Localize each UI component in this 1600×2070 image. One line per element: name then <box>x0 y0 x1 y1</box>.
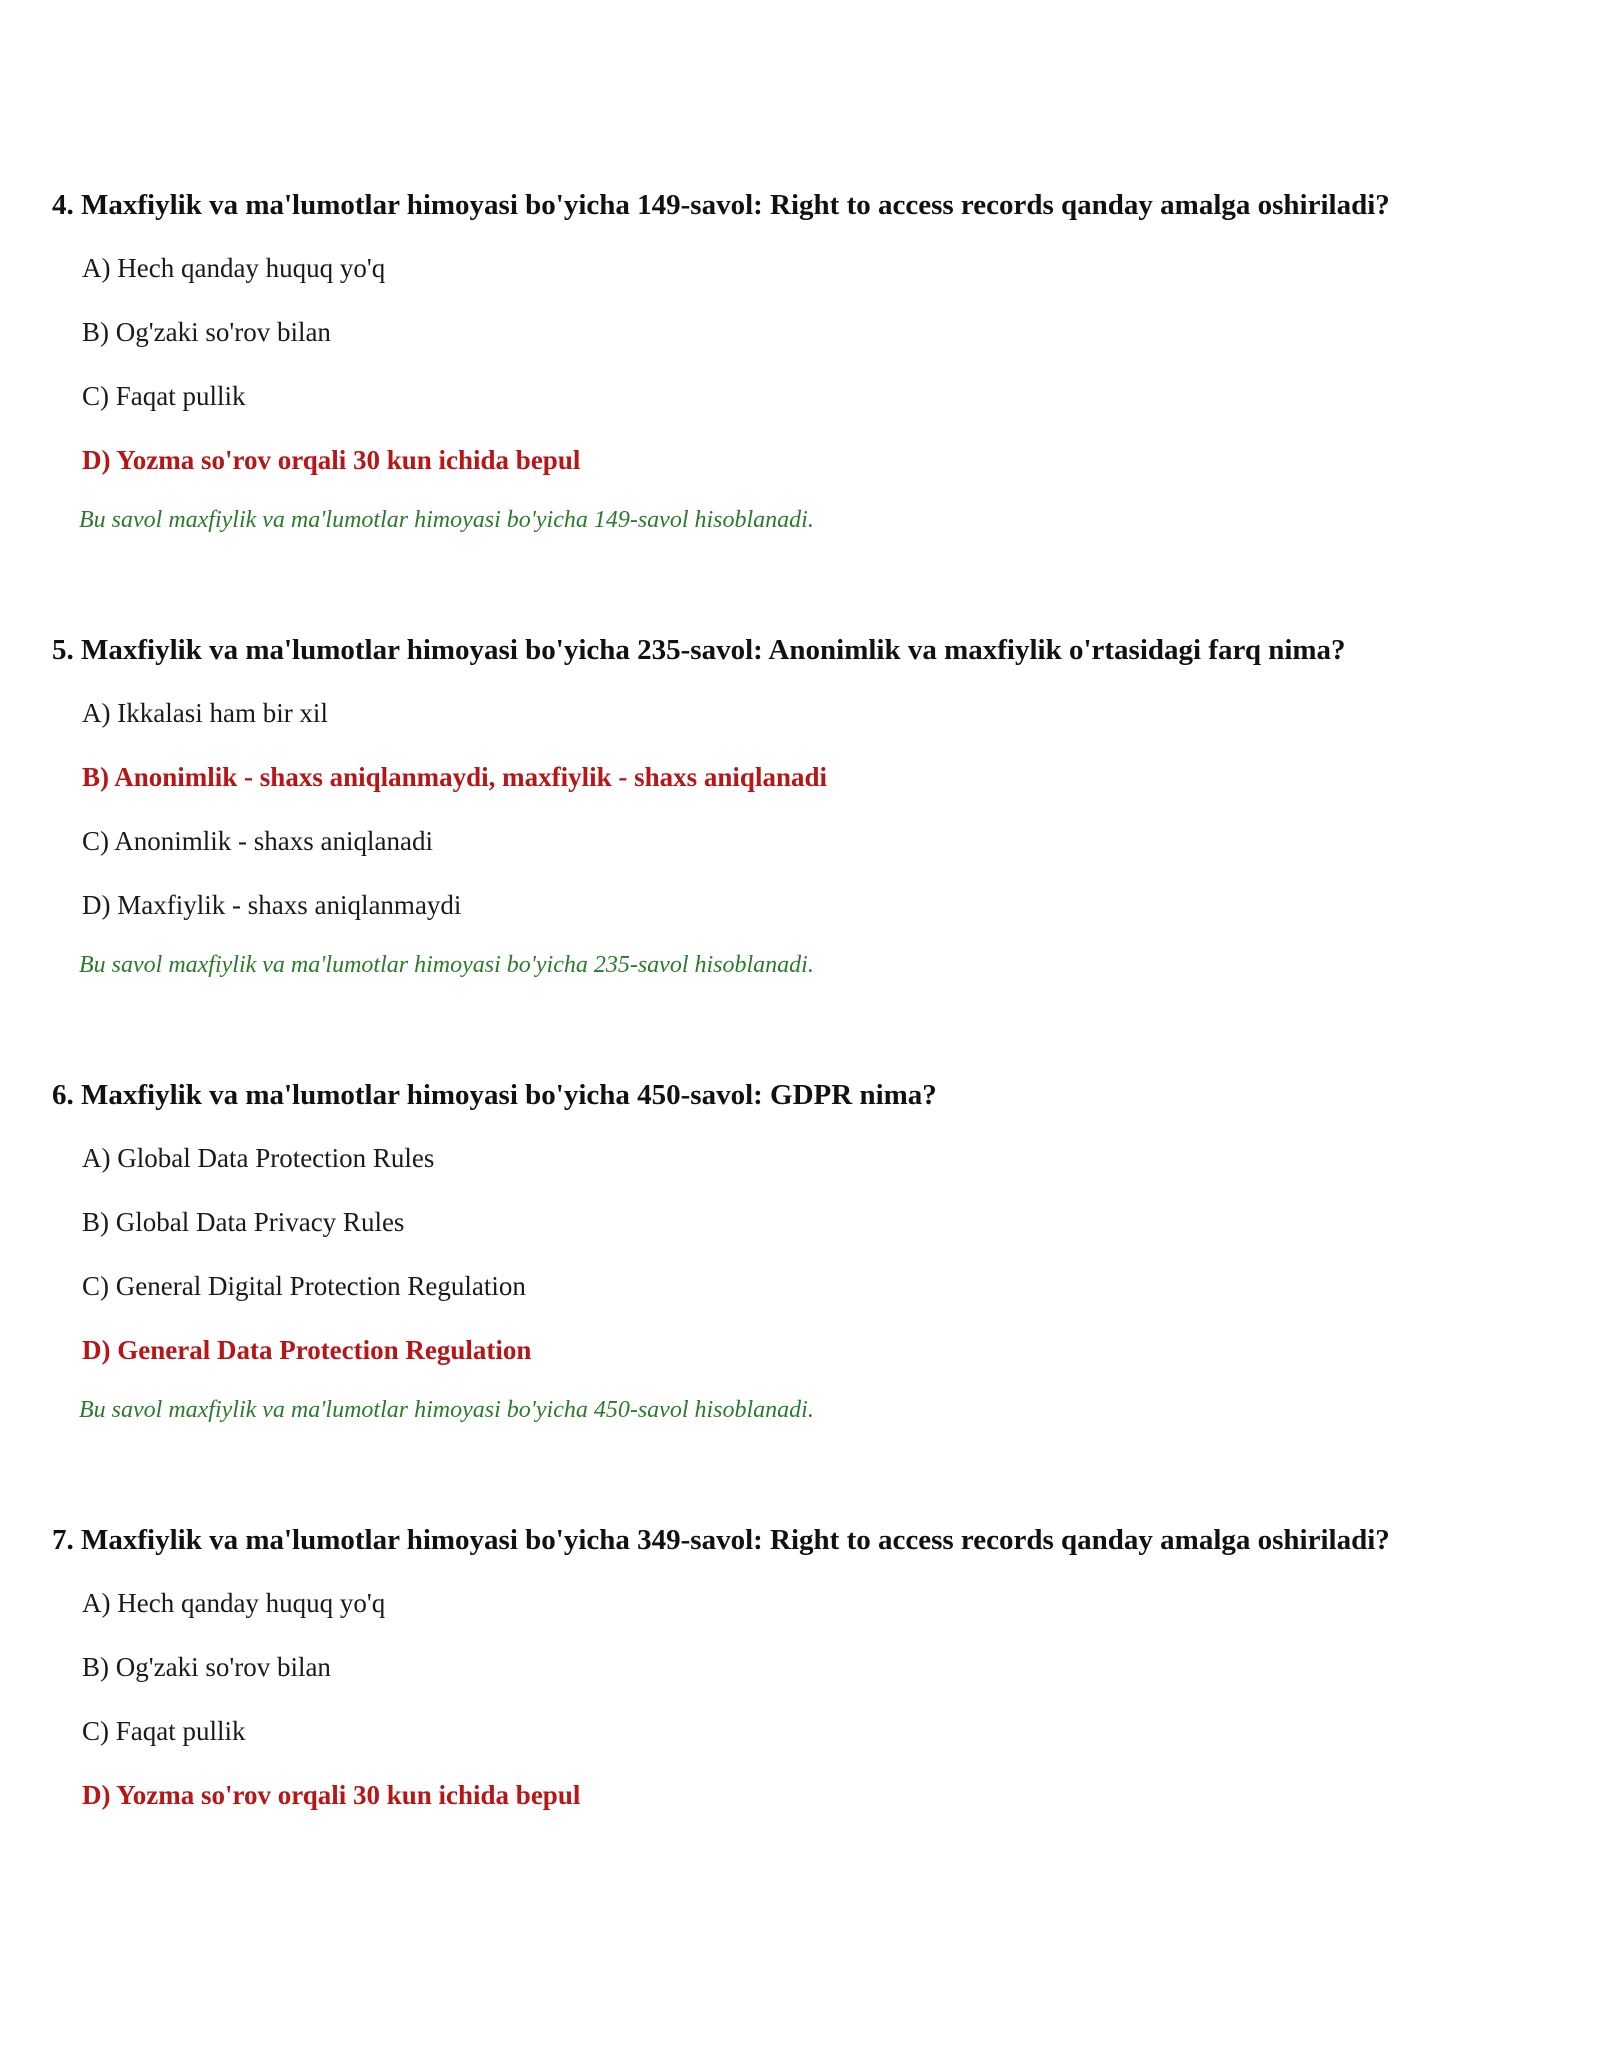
answer-option: B) Og'zaki so'rov bilan <box>82 1652 331 1682</box>
question-title: 4. Maxfiylik va ma'lumotlar himoyasi bo'yicha 149-savol: Right to access records qanday amalga oshiriladi? <box>52 189 1390 221</box>
answer-option: C) General Digital Protection Regulation <box>82 1271 526 1301</box>
answer-options <box>52 251 1572 477</box>
question-title: 5. Maxfiylik va ma'lumotlar himoyasi bo'yicha 235-savol: Anonimlik va maxfiylik o'rtasidagi farq nima? <box>52 634 1346 666</box>
answer-option: A) Hech qanday huquq yo'q <box>82 253 386 283</box>
answer-options <box>52 696 1572 922</box>
question-block <box>52 187 1572 559</box>
answer-option: A) Global Data Protection Rules <box>82 1143 435 1173</box>
question-note: Bu savol maxfiylik va ma'lumotlar himoyasi bo'yicha 149-savol hisoblanadi. <box>79 507 814 533</box>
answer-option: A) Hech qanday huquq yo'q <box>82 1588 386 1618</box>
answer-option: B) Og'zaki so'rov bilan <box>82 317 331 347</box>
answer-option: A) Ikkalasi ham bir xil <box>82 698 328 728</box>
question-title: 7. Maxfiylik va ma'lumotlar himoyasi bo'yicha 349-savol: Right to access records qanday amalga oshiriladi? <box>52 1524 1390 1556</box>
question-block <box>52 1522 1572 1812</box>
answer-option: C) Faqat pullik <box>82 381 246 411</box>
correct-answer-option: B) Anonimlik - shaxs aniqlanmaydi, maxfiylik - shaxs aniqlanadi <box>82 762 827 792</box>
question-note: Bu savol maxfiylik va ma'lumotlar himoyasi bo'yicha 235-savol hisoblanadi. <box>79 952 814 978</box>
question-block <box>52 1077 1572 1449</box>
question-block <box>52 632 1572 1004</box>
answer-option: D) Maxfiylik - shaxs aniqlanmaydi <box>82 890 462 920</box>
answer-options <box>52 1141 1572 1367</box>
correct-answer-option: D) Yozma so'rov orqali 30 kun ichida bepul <box>82 445 581 475</box>
question-note: Bu savol maxfiylik va ma'lumotlar himoyasi bo'yicha 450-savol hisoblanadi. <box>79 1397 814 1423</box>
correct-answer-option: D) General Data Protection Regulation <box>82 1335 532 1365</box>
answer-options <box>52 1586 1572 1812</box>
correct-answer-option: D) Yozma so'rov orqali 30 kun ichida bepul <box>82 1780 581 1810</box>
answer-option: C) Anonimlik - shaxs aniqlanadi <box>82 826 433 856</box>
answer-option: C) Faqat pullik <box>82 1716 246 1746</box>
answer-option: B) Global Data Privacy Rules <box>82 1207 405 1237</box>
question-title: 6. Maxfiylik va ma'lumotlar himoyasi bo'yicha 450-savol: GDPR nima? <box>52 1079 937 1111</box>
